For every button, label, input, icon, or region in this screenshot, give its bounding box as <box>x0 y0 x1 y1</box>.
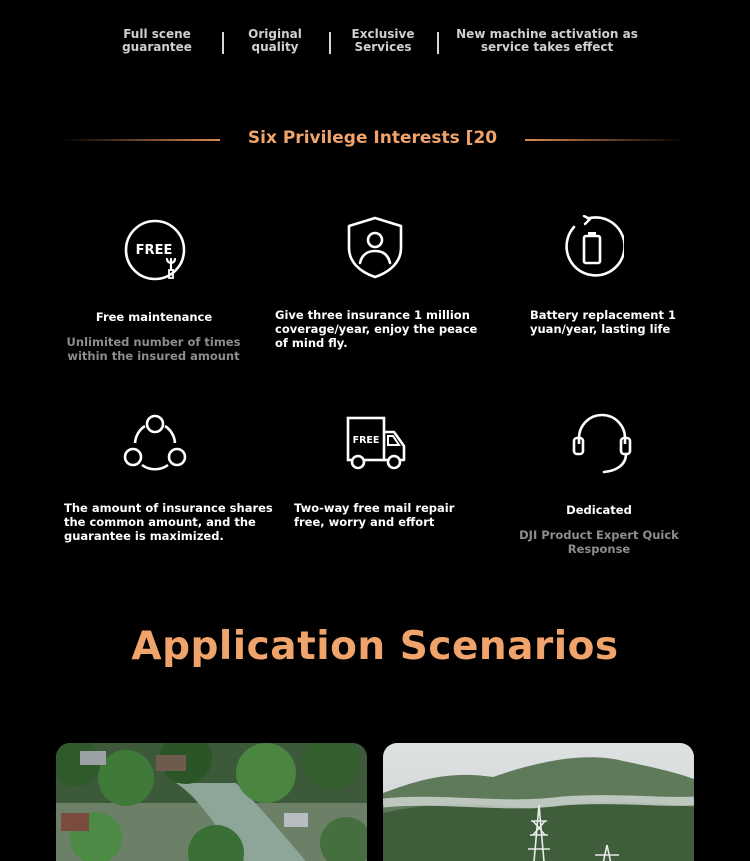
feature-full-scene <box>112 28 202 54</box>
feature-activation <box>456 28 638 54</box>
feature-label: Exclusive Services <box>351 27 415 54</box>
feature-label: New machine activation as service takes effect <box>456 27 638 54</box>
heading-line-left <box>62 139 220 141</box>
free-wrench-icon <box>123 218 187 282</box>
free-truck-icon <box>344 412 408 476</box>
free-icon-text: FREE <box>135 243 173 258</box>
divider <box>329 32 331 54</box>
scenarios-title: Application Scenarios <box>131 624 619 669</box>
feature-label: Original quality <box>248 27 302 54</box>
section-title: Six Privilege Interests [20 <box>247 128 498 148</box>
headset-icon <box>570 410 634 474</box>
privilege-title: Dedicated <box>566 503 632 517</box>
privilege-desc: Unlimited number of times within the insured amount <box>66 335 241 363</box>
feature-strip <box>0 24 750 64</box>
privilege-title: Give three insurance 1 million coverage/year, enjoy the peace of mind fly. <box>275 308 478 350</box>
shield-user-icon <box>343 215 407 279</box>
battery-cycle-icon <box>560 215 624 279</box>
scenario-image-flood <box>56 743 367 861</box>
heading-line-right <box>525 139 685 141</box>
feature-original-quality <box>236 28 314 54</box>
divider <box>437 32 439 54</box>
divider <box>222 32 224 54</box>
privilege-title: The amount of insurance shares the common amount, and the guarantee is maximized. <box>64 501 273 543</box>
scenario-image-powerline <box>383 743 694 861</box>
privilege-desc: DJI Product Expert Quick Response <box>519 528 679 556</box>
privilege-title: Battery replacement 1 yuan/year, lasting life <box>530 308 676 336</box>
share-circle-icon <box>123 412 187 476</box>
privilege-title: Free maintenance <box>95 310 213 324</box>
feature-exclusive-services <box>343 28 423 54</box>
free-icon-text: FREE <box>352 435 380 446</box>
privilege-title: Two-way free mail repair free, worry and effort <box>294 501 455 529</box>
feature-label: Full scene guarantee <box>122 27 192 54</box>
